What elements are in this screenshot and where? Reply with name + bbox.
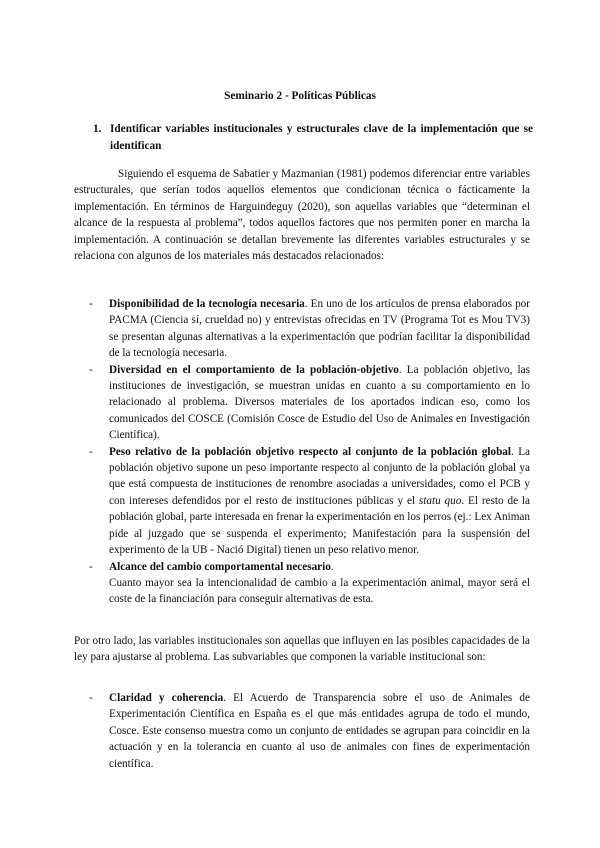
list-item bbox=[89, 362, 530, 444]
bullet-dash: - bbox=[89, 445, 93, 458]
item-term: Disponibilidad de la tecnología necesaria bbox=[109, 298, 305, 310]
item-text: . La población objetivo, las instituciones de investigación, se muestran unidas en cuanto a su comportamiento en lo relacionado al problema. Diversos materiales de los aportados indican eso, como los comunicados del COSCE (Comisión Cosce de Estudio del Uso de Animales en Investigación Científica). bbox=[109, 363, 530, 442]
structural-variables-list bbox=[0, 296, 600, 608]
list-item bbox=[89, 444, 530, 559]
institutional-variables-list bbox=[0, 690, 600, 772]
bullet-dash: - bbox=[89, 298, 93, 310]
item-italic-text: statu quo bbox=[418, 494, 462, 507]
item-term: Claridad y coherencia bbox=[109, 692, 224, 704]
bullet-dash: - bbox=[89, 692, 93, 704]
bullet-dash: - bbox=[89, 560, 93, 573]
section-number: 1. bbox=[93, 123, 102, 135]
institutional-paragraph: Por otro lado, las variables institucionales son aquellas que influyen en las posibles capacidades de la ley para ajustarse al problema. Las subvariables que componen la variable institucional son: bbox=[74, 635, 530, 664]
section-heading bbox=[93, 121, 533, 154]
list-item bbox=[89, 690, 530, 772]
item-text-continued: . El resto de la población global, parte interesada en frenar la experimentación en los perros (ej.: Lex Animan pide al juzgado que se suspenda el experimento; Manifestación para la suspensión del experimento de la UB - Nació Digital) tienen un peso relativo menor. bbox=[109, 494, 530, 557]
item-term: Peso relativo de la población objetivo respecto al conjunto de la población global bbox=[109, 445, 512, 458]
item-continuation: Cuanto mayor sea la intencionalidad de cambio a la experimentación animal, mayor será el coste de la financiación para conseguir alternativas de esta. bbox=[109, 576, 530, 606]
item-term: Alcance del cambio comportamental necesario bbox=[109, 560, 331, 573]
item-text: . El Acuerdo de Transparencia sobre el uso de Animales de Experimentación Científica en España es el que más entidades agrupa de todo el mundo, Cosce. Este consenso muestra como un conjunto de entidades se agrupan para coincidir en la actuación y en la tolerancia en cuanto al uso de animales con fines de experimentación científica. bbox=[109, 692, 530, 770]
document-title: Seminario 2 - Políticas Públicas bbox=[224, 90, 376, 102]
item-text: . En uno de los artículos de prensa elaborados por PACMA (Ciencia sí, crueldad no) y entrevistas ofrecidas en TV (Programa Tot es Mou TV3) se presentan algunas alternativas a la experimentación que podrían facilitar la disponibilidad de la tecnología necesaria. bbox=[109, 298, 530, 360]
bullet-dash: - bbox=[89, 363, 93, 376]
item-term: Diversidad en el comportamiento de la población-objetivo bbox=[109, 363, 399, 376]
section-heading-text: Identificar variables institucionales y estructurales clave de la implementación que se identifican bbox=[110, 123, 533, 152]
list-item bbox=[89, 559, 530, 608]
list-item bbox=[89, 296, 530, 362]
item-text: . bbox=[330, 560, 334, 573]
item-text: . La población objetivo supone un peso importante respecto al conjunto de la población global ya que está compuesta de instituciones de renombre asociadas a universidades, como el PCB y con intereses defendidos por el resto de instituciones públicas y el bbox=[109, 445, 530, 507]
intro-paragraph: Siguiendo el esquema de Sabatier y Mazmanian (1981) podemos diferenciar entre variables estructurales, que serían todos aquellos elementos que condicionan técnica o fácticamente la implementación. En términos de Harguindeguy (2020), son aquellas variables que “determinan el alcance de la respuesta al problema”, todos aquellos factores que nos permiten poner en marcha la implementación. A continuación se detallan brevemente las diferentes variables estructurales y se relaciona con algunos de los materiales más destacados relacionados: bbox=[74, 168, 530, 263]
